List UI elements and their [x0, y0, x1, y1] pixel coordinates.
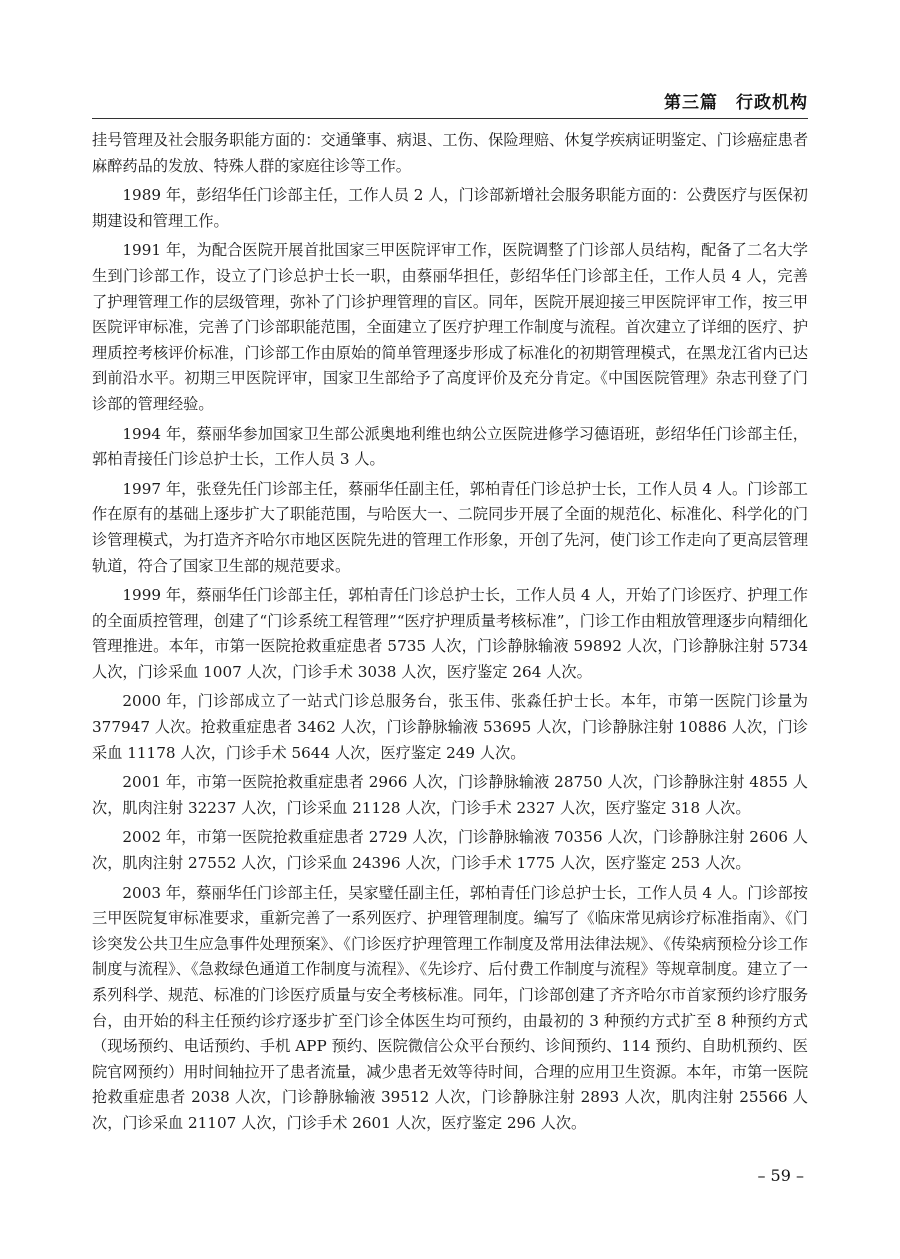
paragraph: 1989 年，彭绍华任门诊部主任，工作人员 2 人，门诊部新增社会服务职能方面的：公费医疗与医保初期建设和管理工作。	[92, 186, 808, 230]
header-rule	[92, 118, 808, 119]
paragraph: 2001 年，市第一医院抢救重症患者 2966 人次，门诊静脉输液 28750 人次，门诊静脉注射 4855 人次，肌肉注射 32237 人次，门诊采血 21128 人次，门诊手术 2327 人次，医疗鉴定 318 人次。	[92, 773, 808, 817]
paragraph: 1991 年，为配合医院开展首批国家三甲医院评审工作，医院调整了门诊部人员结构，配备了二名大学生到门诊部工作，设立了门诊总护士长一职，由蔡丽华担任，彭绍华任门诊部主任，工作人员 4 人，完善了护理管理工作的层级管理，弥补了门诊护理管理的盲区。同年，医院开展迎接三甲医院评审工作，按三甲医院评审标准，完善了门诊部职能范围，全面建立了医疗护理工作制度与流程。首次建立了详细的医疗、护理质控考核评价标准，门诊部工作由原始的简单管理逐步形成了标准化的初期管理模式，在黑龙江省内已达到前沿水平。初期三甲医院评审，国家卫生部给予了高度评价及充分肯定。《中国医院管理》杂志刊登了门诊部的管理经验。	[92, 241, 808, 413]
paragraph: 2002 年，市第一医院抢救重症患者 2729 人次，门诊静脉输液 70356 人次，门诊静脉注射 2606 人次，肌肉注射 27552 人次，门诊采血 24396 人次，门诊手术 1775 人次，医疗鉴定 253 人次。	[92, 828, 808, 873]
paragraph: 1997 年，张登先任门诊部主任，蔡丽华任副主任，郭柏青任门诊总护士长，工作人员 4 人。门诊部工作在原有的基础上逐步扩大了职能范围，与哈医大一、二院同步开展了全面的规范化、标准化、科学化的门诊管理模式，为打造齐齐哈尔市地区医院先进的管理工作形象，开创了先河，使门诊工作走向了更高层管理轨道，符合了国家卫生部的规范要求。	[92, 479, 808, 575]
body-text	[92, 128, 808, 1141]
paragraph: 2003 年，蔡丽华任门诊部主任，吴家璧任副主任，郭柏青任门诊总护士长，工作人员 4 人。门诊部按三甲医院复审标准要求，重新完善了一系列医疗、护理管理制度。编写了《临床常见病诊疗标准指南》、《门诊突发公共卫生应急事件处理预案》、《门诊医疗护理管理工作制度及常用法律法规》、《传染病预检分诊工作制度与流程》、《急救绿色通道工作制度与流程》、《先诊疗、后付费工作制度与流程》等规章制度。建立了一系列科学、规范、标准的门诊医疗质量与安全考核标准。同年，门诊部创建了齐齐哈尔市首家预约诊疗服务台，由开始的科主任预约诊疗逐步扩至门诊全体医生均可预约，由最初的 3 种预约方式扩至 8 种预约方式（现场预约、电话预约、手机 APP 预约、医院微信公众平台预约、诊间预约、114 预约、自助机预约、医院官网预约）用时间轴拉开了患者流量，减少患者无效等待时间，合理的应用卫生资源。本年，市第一医院抢救重症患者 2038 人次，门诊静脉输液 39512 人次，门诊静脉注射 2893 人次，肌肉注射 25566 人次，门诊采血 21107 人次，门诊手术 2601 人次，医疗鉴定 296 人次。	[92, 883, 808, 1132]
page-number: – 59 –	[757, 1166, 804, 1185]
paragraph: 挂号管理及社会服务职能方面的：交通肇事、病退、工伤、保险理赔、休复学疾病证明鉴定、门诊癌症患者麻醉药品的发放、特殊人群的家庭往诊等工作。	[92, 131, 808, 175]
paragraph: 1994 年，蔡丽华参加国家卫生部公派奥地利维也纳公立医院进修学习德语班，彭绍华任门诊部主任，郭柏青接任门诊总护士长，工作人员 3 人。	[92, 424, 808, 469]
paragraph: 2000 年，门诊部成立了一站式门诊总服务台，张玉伟、张淼任护士长。本年，市第一医院门诊量为 377947 人次。抢救重症患者 3462 人次，门诊静脉输液 53695 人次，门诊静脉注射 10886 人次，门诊采血 11178 人次，门诊手术 5644 人次，医疗鉴定 249 人次。	[92, 692, 808, 762]
paragraph: 1999 年，蔡丽华任门诊部主任，郭柏青任门诊总护士长，工作人员 4 人，开始了门诊医疗、护理工作的全面质控管理，创建了“门诊系统工程管理”“医疗护理质量考核标准”，门诊工作由粗放管理逐步向精细化管理推进。本年，市第一医院抢救重症患者 5735 人次，门诊静脉输液 59892 人次，门诊静脉注射 5734 人次，门诊采血 1007 人次，门诊手术 3038 人次，医疗鉴定 264 人次。	[92, 586, 808, 681]
running-head: 第三篇 行政机构	[664, 93, 808, 113]
